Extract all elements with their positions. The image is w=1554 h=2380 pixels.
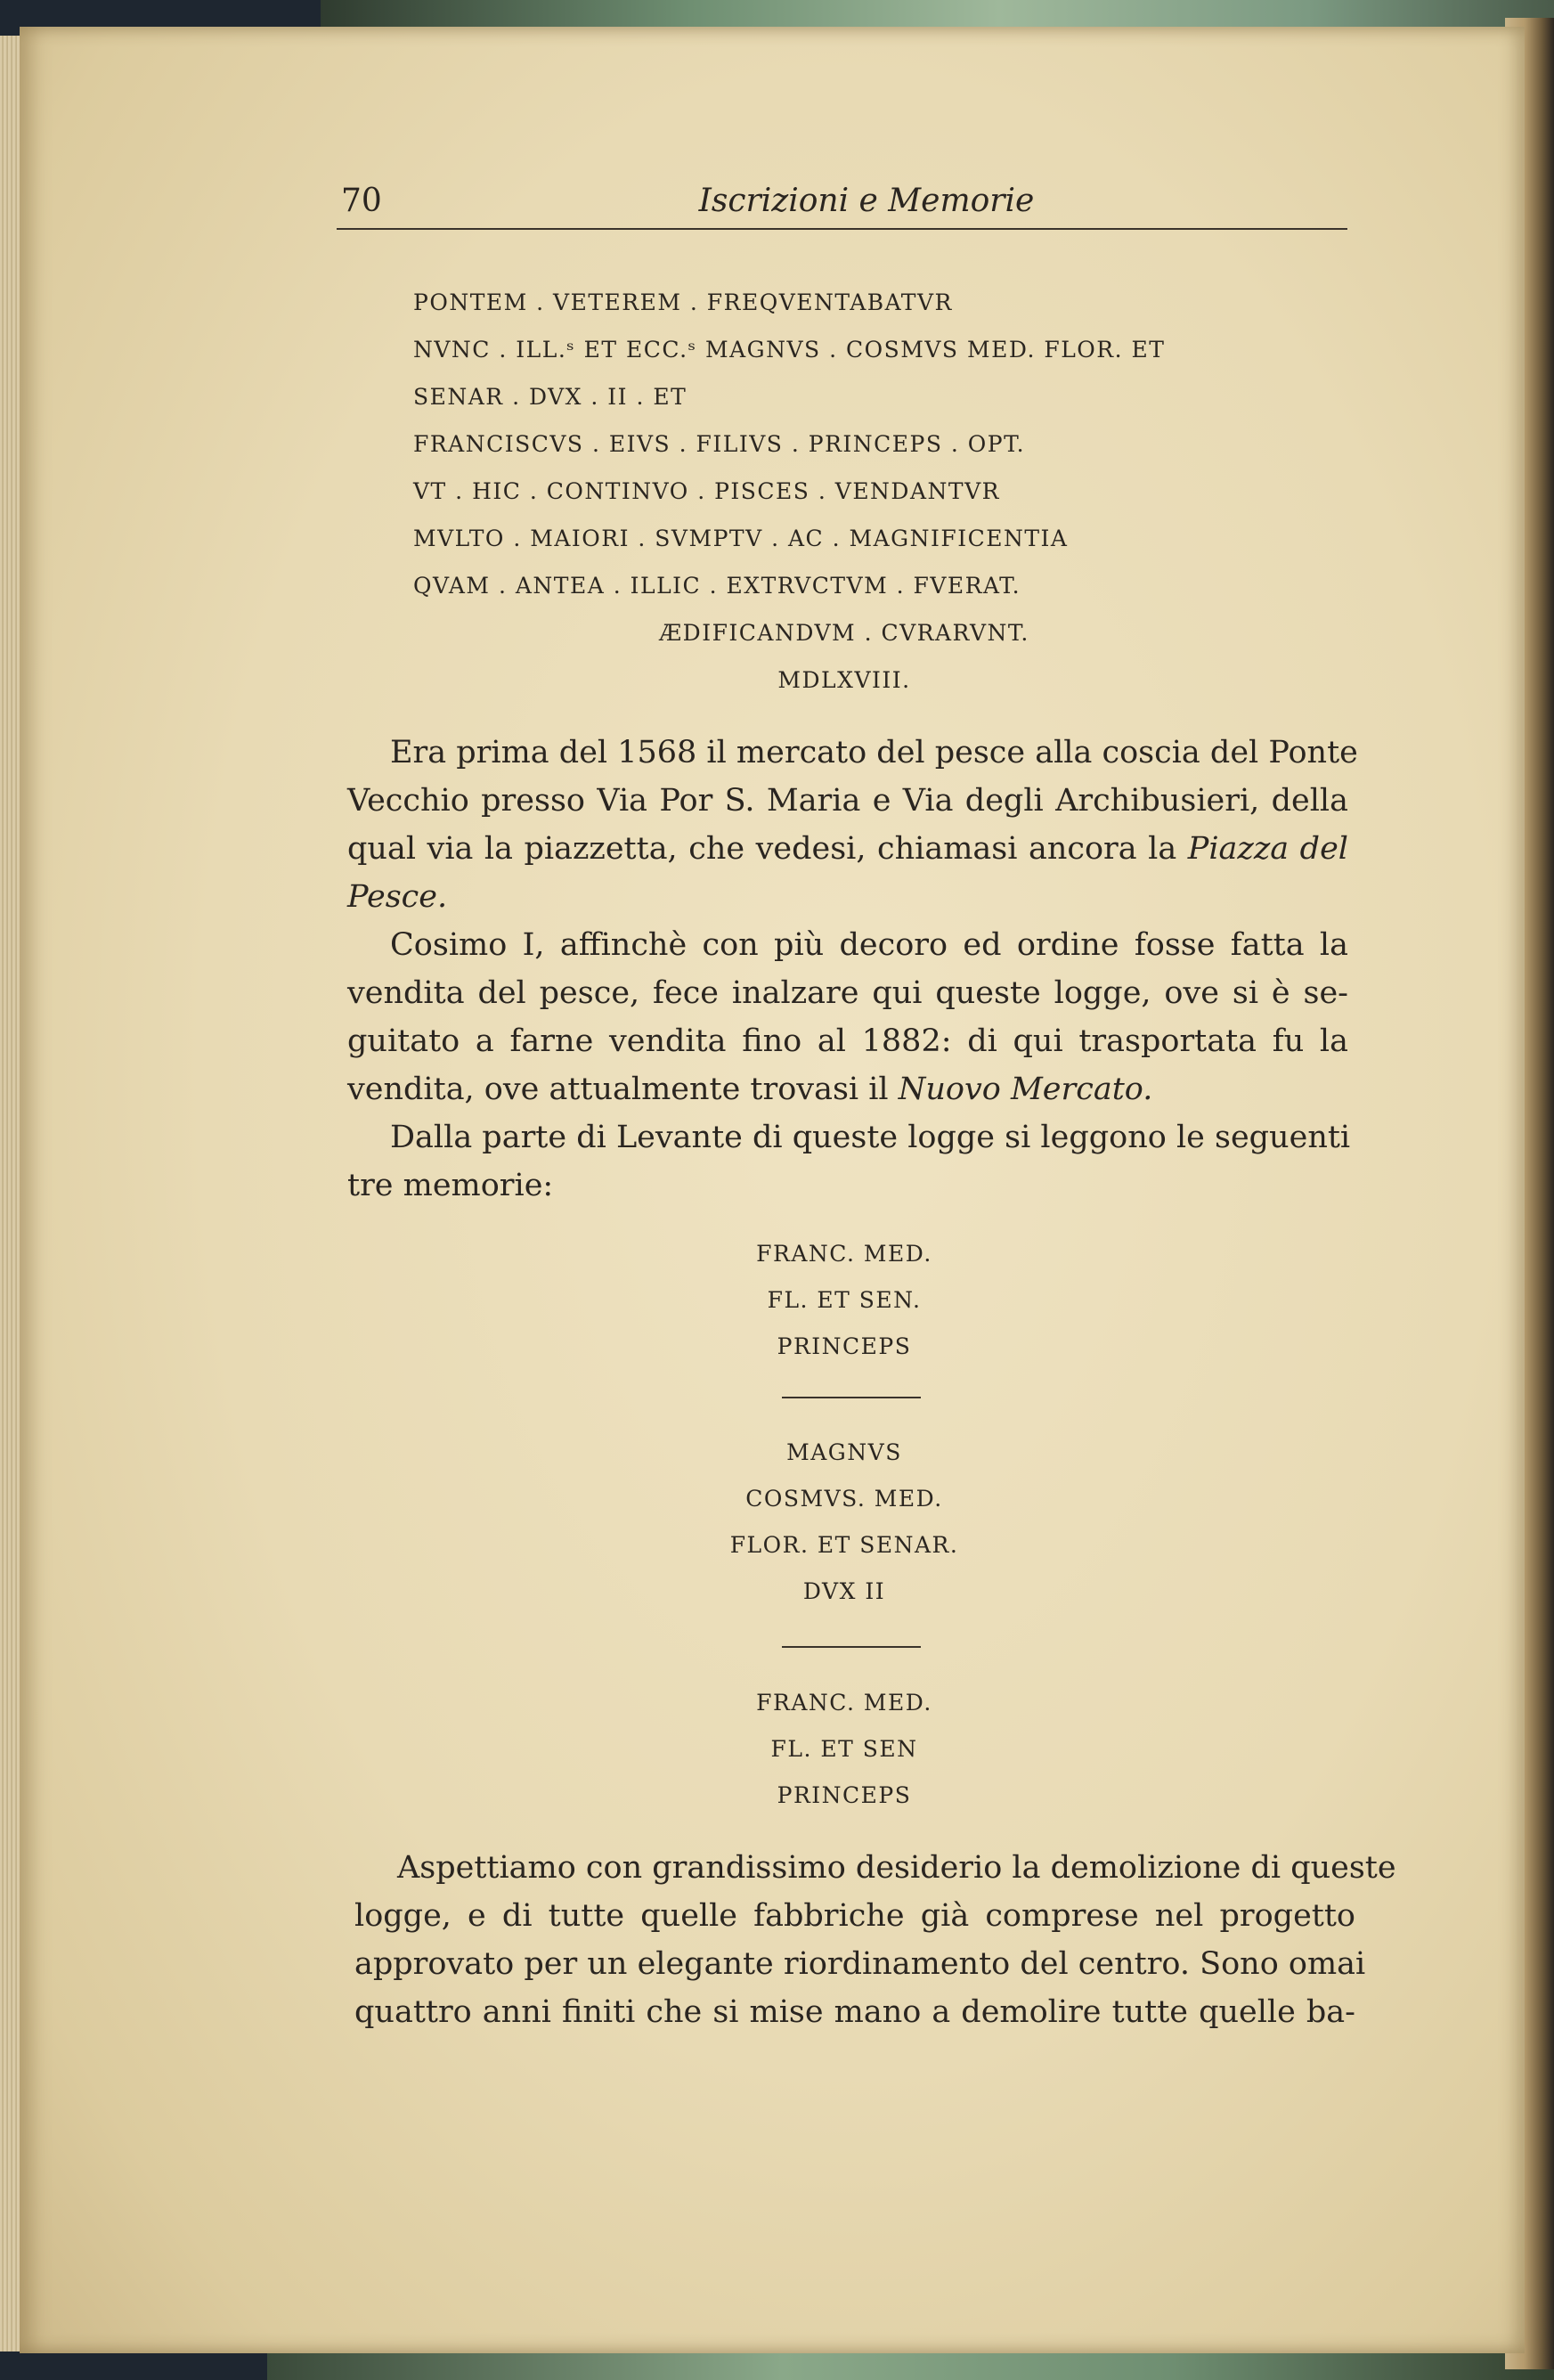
text-span: qual via la piazzetta, che vedesi, chiamasi ancora la <box>347 831 1177 867</box>
inscription-line: NVNC . ILL.ˢ ET ECC.ˢ MAGNVS . COSMVS MED. FLOR. ET <box>413 337 1166 363</box>
memoria-line: MAGNVS <box>786 1439 902 1465</box>
text-line: logge, e di tutte quelle fabbriche già comprese nel progetto <box>354 1898 1355 1934</box>
text-line: Aspettiamo con grandissimo desiderio la demolizione di queste <box>397 1850 1396 1886</box>
separator-rule <box>782 1397 921 1398</box>
text-line: Dalla parte di Levante di queste logge si leggono le seguenti <box>390 1120 1351 1155</box>
memoria-line: FL. ET SEN. <box>767 1287 922 1313</box>
text-line: approvato per un elegante riordinamento del centro. Sono omai <box>354 1946 1366 1982</box>
inscription-line: QVAM . ANTEA . ILLIC . EXTRVCTVM . FVERAT. <box>413 573 1021 599</box>
text-line: Cosimo I, affinchè con più decoro ed ordine fosse fatta la <box>390 927 1348 963</box>
text-line <box>347 1065 1348 1113</box>
inscription-line: PONTEM . VETEREM . FREQVENTABATVR <box>413 289 953 315</box>
text-line <box>347 825 1348 873</box>
text-line: Era prima del 1568 il mercato del pesce alla coscia del Ponte <box>390 735 1358 770</box>
text-span: vendita, ove attualmente trovasi il <box>347 1072 889 1107</box>
text-line <box>347 873 1348 921</box>
italic-span: Nuovo Mercato. <box>898 1072 1153 1107</box>
inscription-line: SENAR . DVX . II . ET <box>413 384 688 410</box>
text-line: Vecchio presso Via Por S. Maria e Via degli Archibusieri, della <box>347 783 1348 819</box>
page-number: 70 <box>341 183 382 219</box>
inscription-line: MVLTO . MAIORI . SVMPTV . AC . MAGNIFICENTIA <box>413 526 1069 551</box>
inscription-date: MDLXVIII. <box>777 667 911 693</box>
header-rule <box>337 228 1347 230</box>
text-line: guitato a farne vendita fino al 1882: di qui trasportata fu la <box>347 1023 1348 1059</box>
inscription-line: ÆDIFICANDVM . CVRARVNT. <box>659 620 1029 646</box>
memoria-line: DVX II <box>802 1578 886 1604</box>
memoria-line: PRINCEPS <box>777 1333 912 1359</box>
memoria-line: PRINCEPS <box>777 1782 912 1808</box>
italic-span: Piazza del <box>1187 831 1348 867</box>
paragraph-4 <box>354 1844 1396 2036</box>
text-line: vendita del pesce, fece inalzare qui queste logge, ove si è se- <box>347 975 1348 1011</box>
separator-rule <box>782 1646 921 1648</box>
memoria-line: FRANC. MED. <box>756 1241 932 1267</box>
memoria-line: COSMVS. MED. <box>745 1486 943 1512</box>
text-line: tre memorie: <box>347 1168 554 1203</box>
memoria-line: FRANC. MED. <box>756 1690 932 1716</box>
text-line: quattro anni finiti che si mise mano a demolire tutte quelle ba- <box>354 1994 1355 2030</box>
paragraph-1 <box>347 729 1358 921</box>
memoria-line: FLOR. ET SENAR. <box>729 1532 959 1558</box>
paragraph-2 <box>347 921 1348 1113</box>
italic-span: Pesce. <box>347 879 448 915</box>
paragraph-3 <box>347 1113 1351 1210</box>
inscription-line: VT . HIC . CONTINVO . PISCES . VENDANTVR <box>413 478 1000 504</box>
inscription-line: FRANCISCVS . EIVS . FILIVS . PRINCEPS . OPT. <box>413 431 1026 457</box>
running-title: Iscrizioni e Memorie <box>698 183 1035 219</box>
memoria-line: FL. ET SEN <box>770 1736 918 1762</box>
